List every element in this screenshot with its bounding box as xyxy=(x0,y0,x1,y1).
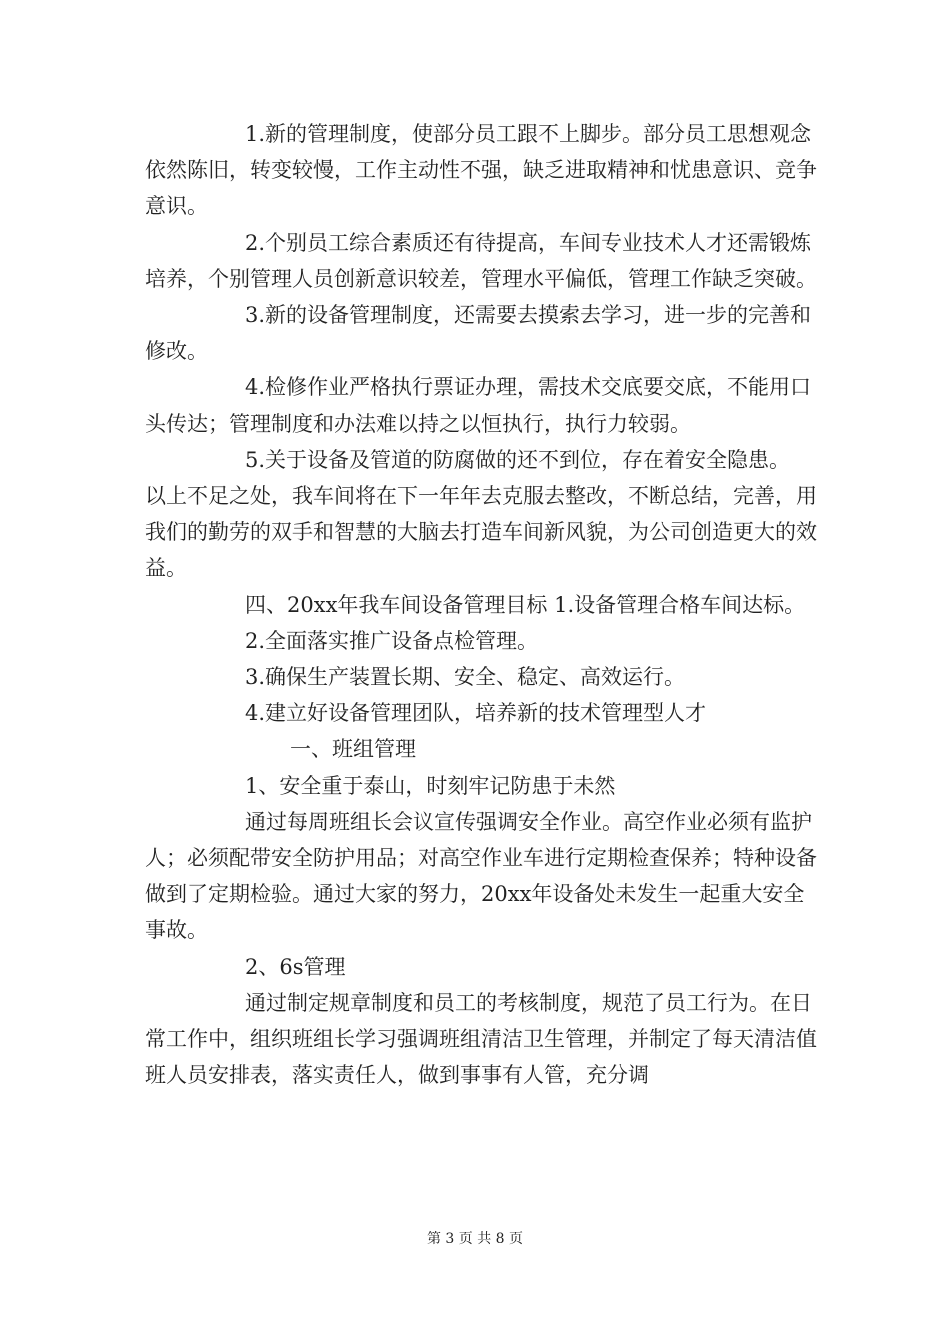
paragraph-problem-3: 3.新的设备管理制度，还需要去摸索去学习，进一步的完善和修改。 xyxy=(145,303,812,364)
subheading-safety: 1、安全重于泰山，时刻牢记防患于未然 xyxy=(245,773,616,798)
paragraph-safety: 通过每周班组长会议宣传强调安全作业。高空作业必须有监护人；必须配带安全防护用品；对高空作业车进行定期检查保养；特种设备做到了定期检验。通过大家的努力，20xx年设备处未发生一起重大安全事故。 xyxy=(145,809,817,943)
paragraph-goal-2: 2.全面落实推广设备点检管理。 xyxy=(245,628,539,653)
paragraph-goal-4: 4.建立好设备管理团队，培养新的技术管理型人才 xyxy=(245,701,707,726)
paragraph-problem-5: 5.关于设备及管道的防腐做的还不到位，存在着安全隐患。 xyxy=(245,447,791,472)
paragraph-6s: 通过制定规章制度和员工的考核制度，规范了员工行为。在日常工作中，组织班组长学习强调班组清洁卫生管理，并制定了每天清洁值班人员安排表，落实责任人，做到事事有人管，充分调 xyxy=(145,990,817,1088)
paragraph-problem-4: 4.检修作业严格执行票证办理，需技术交底要交底，不能用口头传达；管理制度和办法难以持之以恒执行，执行力较弱。 xyxy=(145,375,812,436)
subheading-6s: 2、6s管理 xyxy=(245,954,346,979)
page-footer xyxy=(0,1228,950,1248)
heading-team-management: 一、班组管理 xyxy=(290,737,416,762)
paragraph-problem-2: 2.个别员工综合素质还有待提高，车间专业技术人才还需锻炼培养，个别管理人员创新意识较差，管理水平偏低，管理工作缺乏突破。 xyxy=(145,230,817,291)
paragraph-problem-1: 1.新的管理制度，使部分员工跟不上脚步。部分员工思想观念依然陈旧，转变较慢，工作主动性不强，缺乏进取精神和忧患意识、竞争意识。 xyxy=(145,122,817,219)
paragraph-goal-3: 3.确保生产装置长期、安全、稳定、高效运行。 xyxy=(245,665,686,690)
heading-section-4-goals: 四、20xx年我车间设备管理目标 1.设备管理合格车间达标。 xyxy=(245,592,806,617)
paragraph-summary: 以上不足之处，我车间将在下一年年去克服去整改，不断总结，完善，用我们的勤劳的双手和智慧的大脑去打造车间新风貌，为公司创造更大的效益。 xyxy=(145,484,817,581)
page-number: 第 3 页 共 8 页 xyxy=(426,1231,524,1247)
document-body xyxy=(145,116,817,1093)
